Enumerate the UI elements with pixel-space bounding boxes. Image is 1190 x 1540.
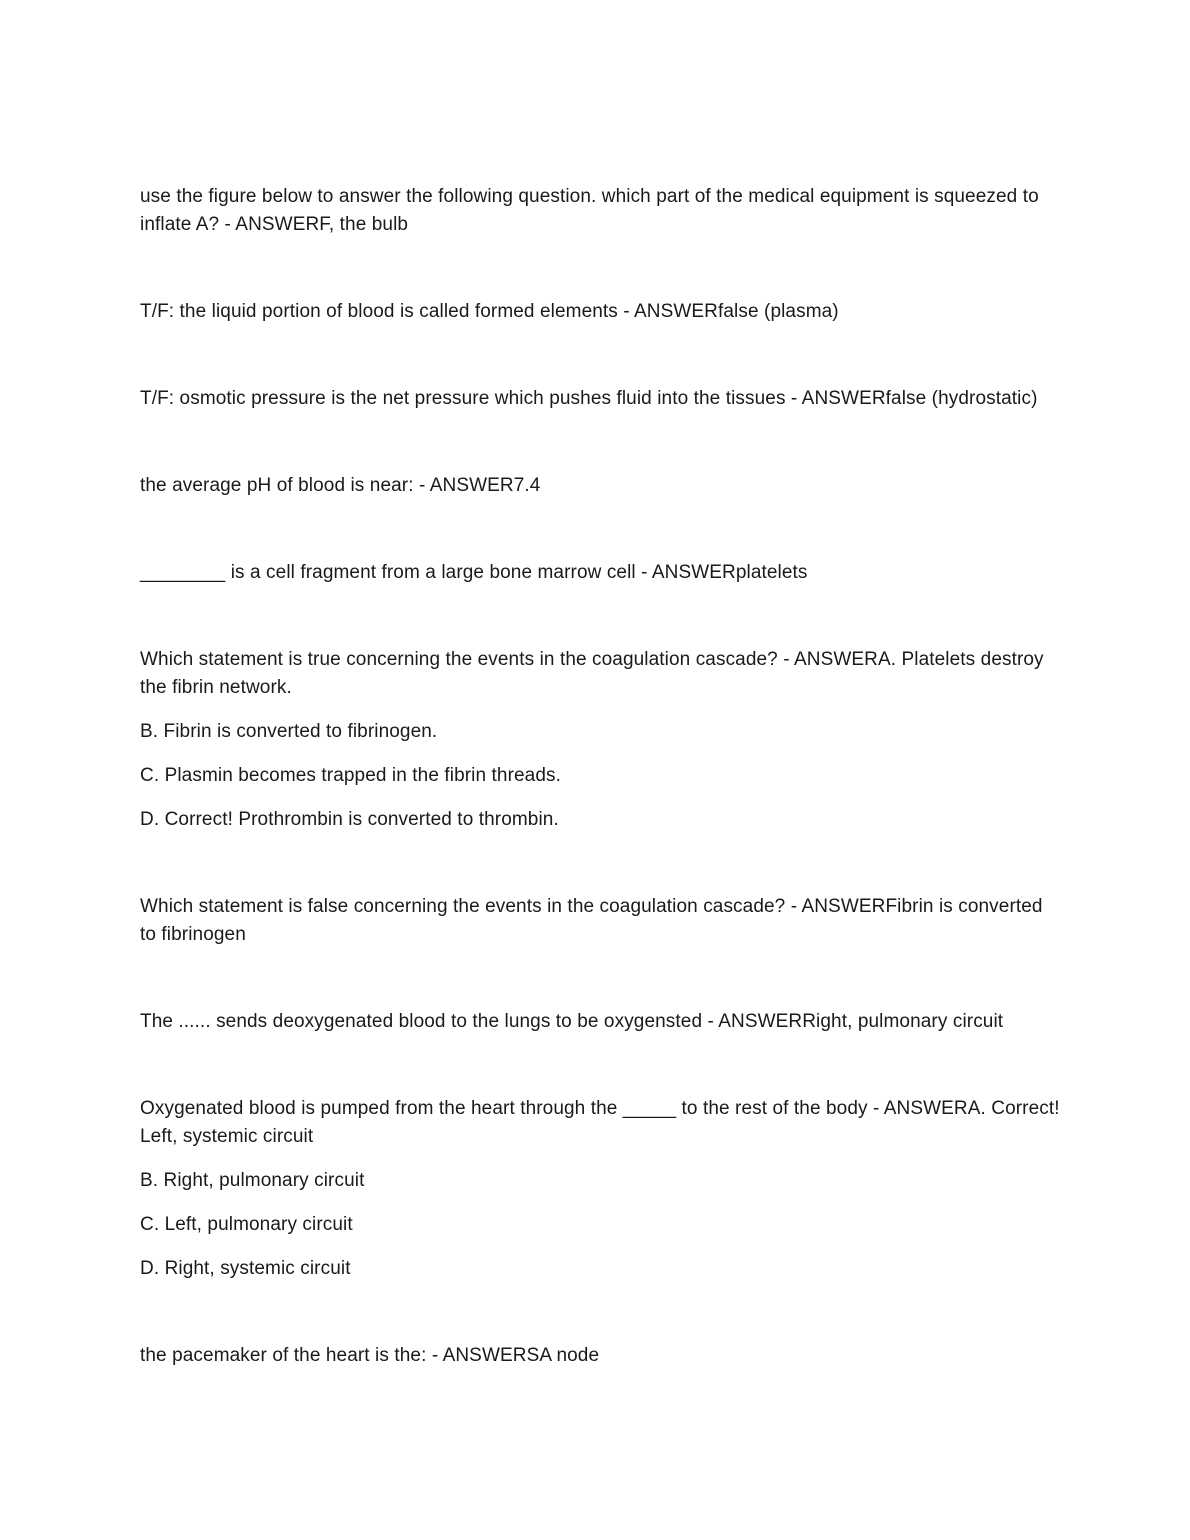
- qa-item-1: use the figure below to answer the following question. which part of the medical equipment is squeezed to inflate A? - ANSWERF, the bulb: [140, 186, 1039, 235]
- qa-item-9-option-b: B. Right, pulmonary circuit: [140, 1170, 365, 1191]
- qa-item-10: the pacemaker of the heart is the: - ANSWERSA node: [140, 1345, 600, 1366]
- qa-item-9: Oxygenated blood is pumped from the heart through the _____ to the rest of the body - ANSWERA. Correct! Left, systemic circuit: [140, 1098, 1060, 1147]
- document-body: [140, 183, 1060, 1370]
- qa-item-9-option-c: C. Left, pulmonary circuit: [140, 1214, 353, 1235]
- qa-item-6-option-c: C. Plasmin becomes trapped in the fibrin threads.: [140, 765, 561, 786]
- qa-item-6-option-d: D. Correct! Prothrombin is converted to thrombin.: [140, 809, 559, 830]
- qa-item-5: ________ is a cell fragment from a large bone marrow cell - ANSWERplatelets: [140, 562, 808, 583]
- qa-item-6-option-b: B. Fibrin is converted to fibrinogen.: [140, 721, 438, 742]
- qa-item-3: T/F: osmotic pressure is the net pressure which pushes fluid into the tissues - ANSWERfalse (hydrostatic): [140, 388, 1038, 409]
- qa-item-8: The ...... sends deoxygenated blood to the lungs to be oxygensted - ANSWERRight, pulmonary circuit: [140, 1011, 1004, 1032]
- qa-item-9-option-d: D. Right, systemic circuit: [140, 1258, 351, 1279]
- qa-item-6: Which statement is true concerning the events in the coagulation cascade? - ANSWERA. Platelets destroy the fibrin network.: [140, 649, 1044, 698]
- qa-item-7: Which statement is false concerning the events in the coagulation cascade? - ANSWERFibrin is converted to fibrinogen: [140, 896, 1043, 945]
- qa-item-2: T/F: the liquid portion of blood is called formed elements - ANSWERfalse (plasma): [140, 301, 839, 322]
- qa-item-4: the average pH of blood is near: - ANSWER7.4: [140, 475, 541, 496]
